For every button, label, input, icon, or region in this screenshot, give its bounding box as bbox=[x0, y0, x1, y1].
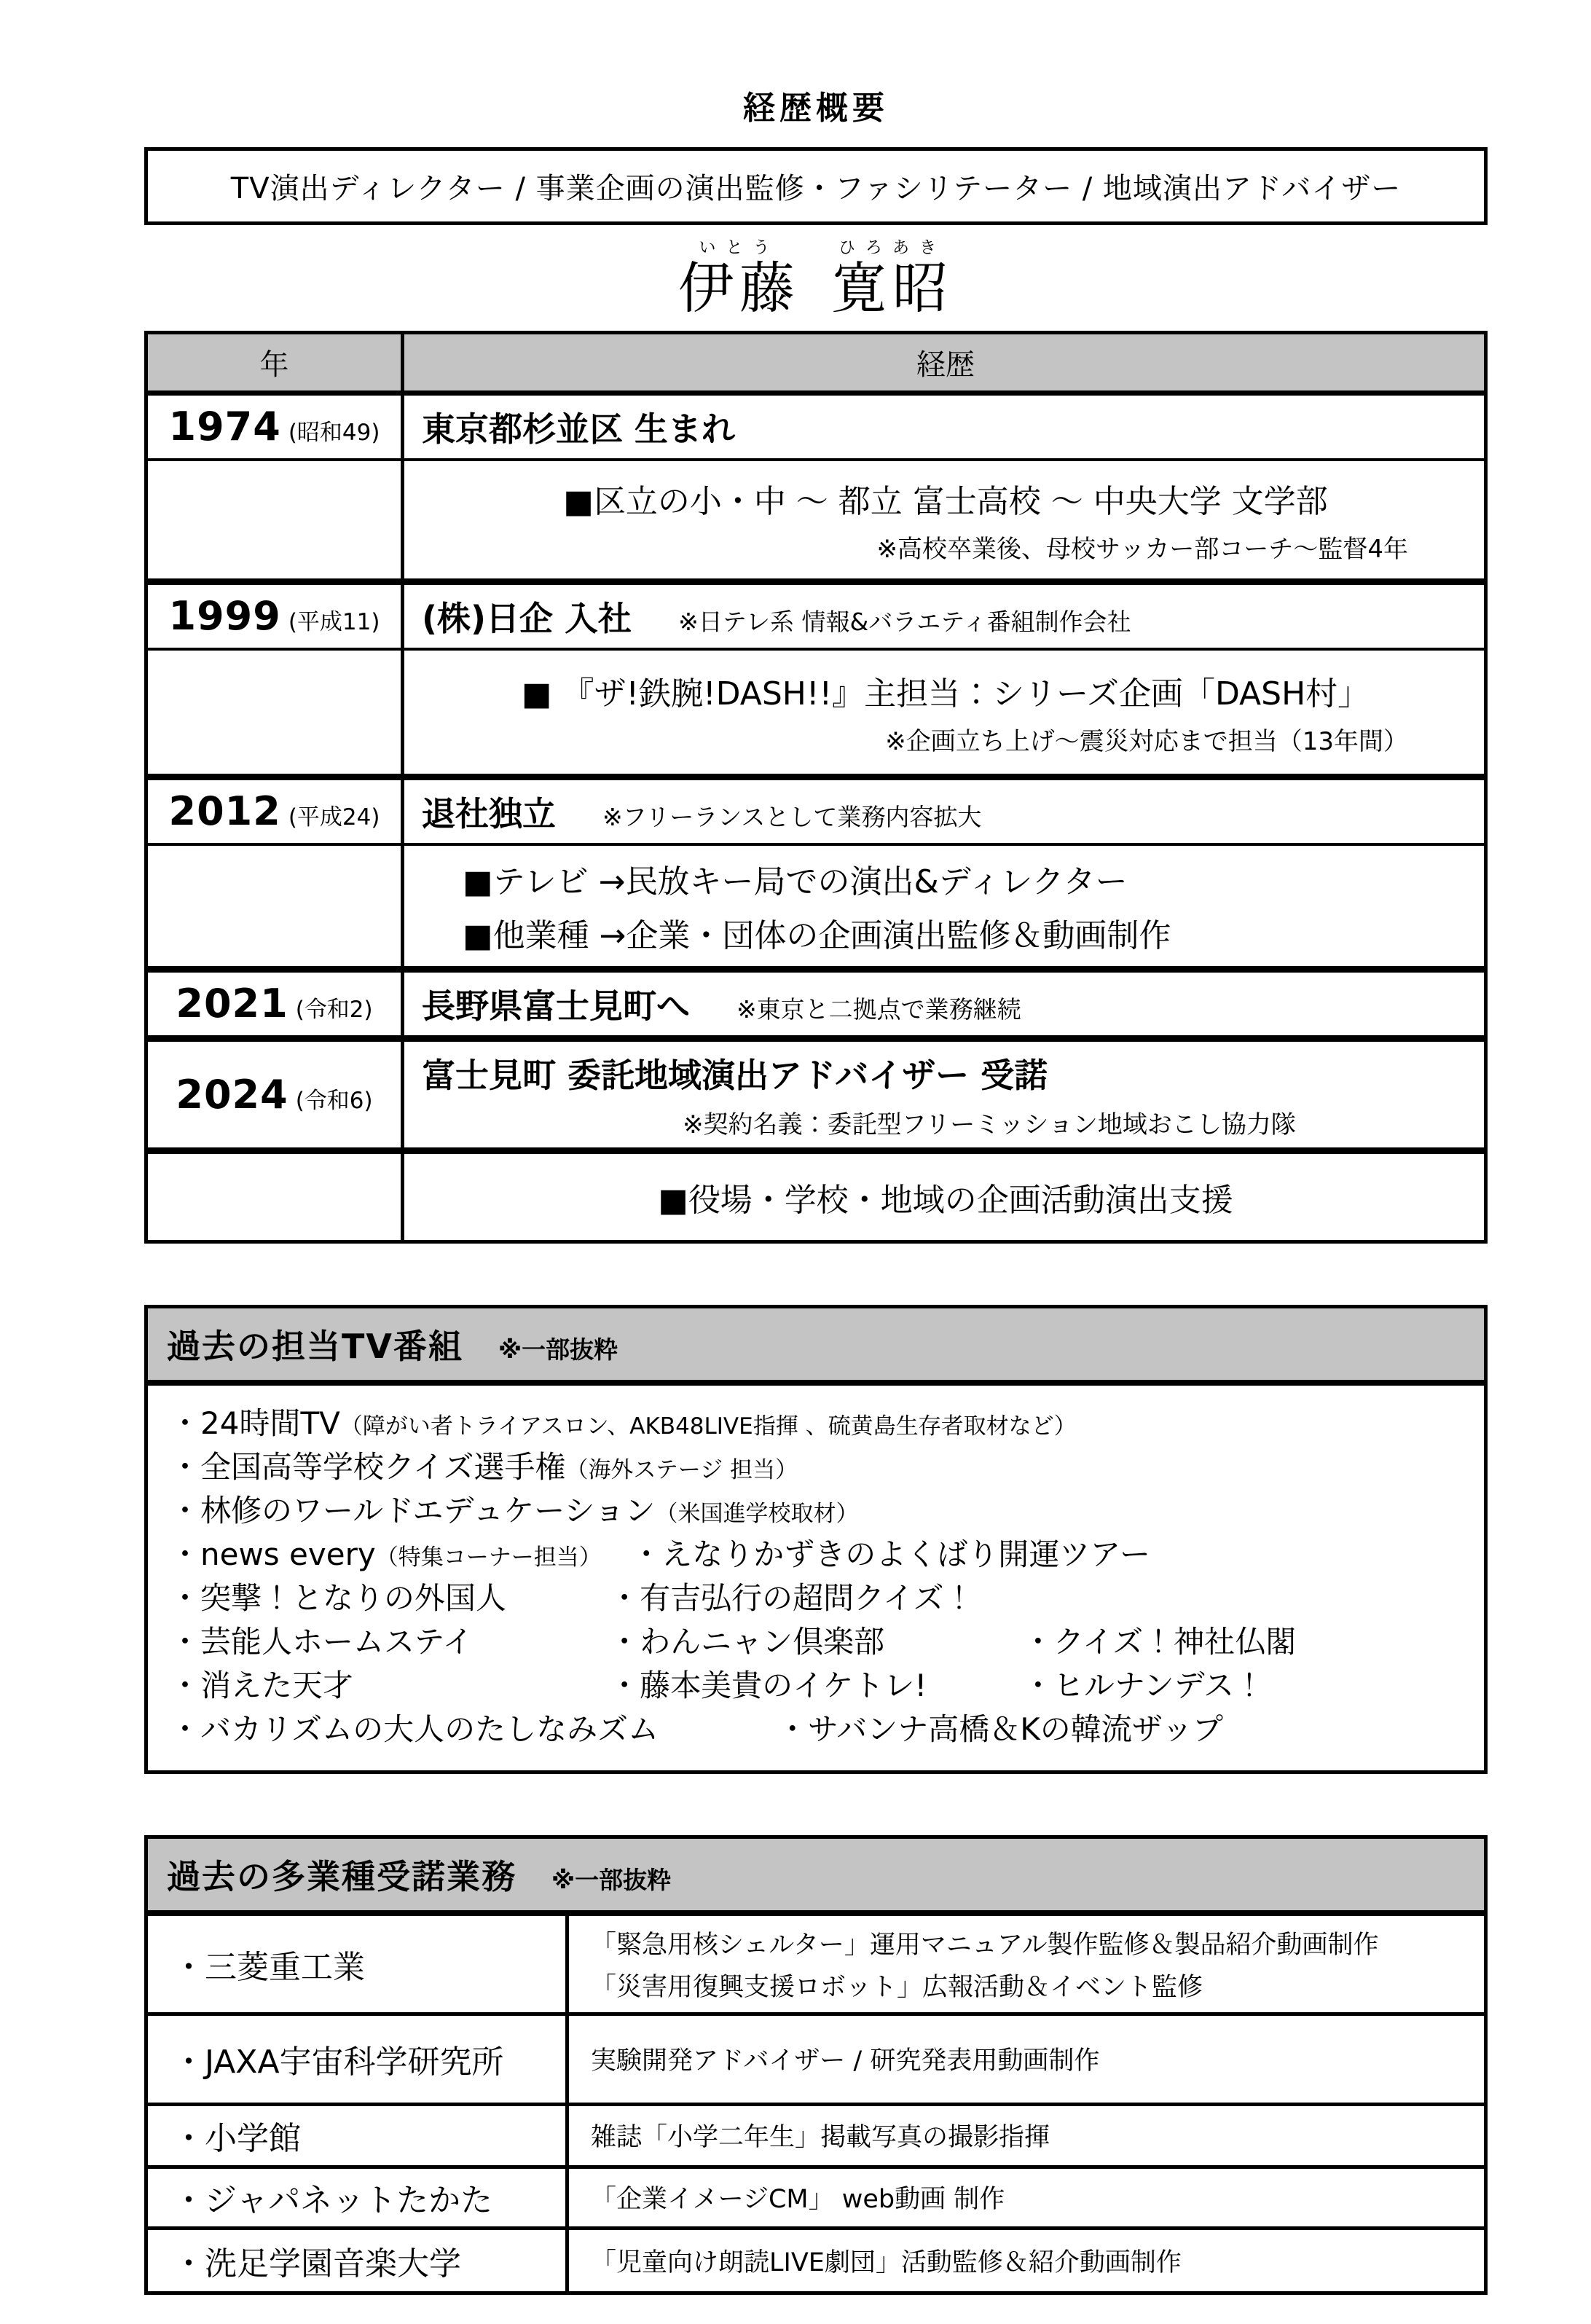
career-line-text: ■区立の小・中 ～ 都立 富士高校 ～ 中央大学 文学部 bbox=[563, 482, 1328, 520]
career-line-note: ※東京と二拠点で業務継続 bbox=[736, 994, 1021, 1024]
career-line bbox=[422, 1104, 1469, 1140]
tv-programs-section bbox=[144, 1305, 1488, 1774]
career-row bbox=[148, 846, 1484, 973]
tv-program-line bbox=[170, 1533, 1462, 1577]
career-row bbox=[148, 1042, 1484, 1154]
tv-program-text: ・わんニャン倶楽部 bbox=[609, 1623, 885, 1660]
tv-program-line bbox=[170, 1620, 1462, 1664]
career-line bbox=[422, 721, 1469, 757]
career-line bbox=[422, 592, 1469, 640]
career-line bbox=[422, 1174, 1469, 1220]
biz-table bbox=[148, 1916, 1484, 2291]
career-row bbox=[148, 1154, 1484, 1240]
tv-program-text: ・林修のワールドエデュケーション bbox=[170, 1492, 656, 1528]
career-line-note: ※日テレ系 情報&バラエティ番組制作会社 bbox=[678, 607, 1131, 636]
biz-work-cell bbox=[569, 2106, 1484, 2165]
career-line bbox=[422, 403, 1469, 451]
career-year-cell bbox=[148, 396, 404, 458]
career-line bbox=[422, 667, 1469, 714]
history-column-header: 経歴 bbox=[916, 348, 975, 382]
career-line-text: ■テレビ →民放キー局での演出&ディレクター bbox=[463, 863, 1128, 901]
career-history-cell bbox=[404, 396, 1484, 458]
career-line-text: ■ 『ザ!鉄腕!DASH!!』主担当：シリーズ企画「DASH村」 bbox=[521, 675, 1370, 712]
career-table bbox=[144, 331, 1488, 1244]
career-line bbox=[422, 980, 1469, 1028]
biz-section-title: 過去の多業種受諾業務 bbox=[167, 1856, 516, 1896]
career-line bbox=[422, 1049, 1469, 1097]
biz-row bbox=[148, 2169, 1484, 2230]
career-year-cell bbox=[148, 1154, 404, 1240]
biz-work-line: 「児童向け朗読LIVE劇団」活動監修＆紹介動画制作 bbox=[591, 2248, 1182, 2277]
given-name-kanji: 寛昭 bbox=[831, 256, 954, 321]
career-line-text: 長野県富士見町へ bbox=[422, 986, 690, 1026]
career-year-cell bbox=[148, 973, 404, 1035]
tv-section-title: 過去の担当TV番組 bbox=[167, 1326, 463, 1366]
tv-program-text: ・24時間TV bbox=[170, 1405, 340, 1441]
biz-section-note: ※一部抜粋 bbox=[551, 1865, 672, 1894]
tv-program-line bbox=[170, 1445, 1462, 1489]
tv-program-line bbox=[170, 1664, 1462, 1708]
career-line bbox=[422, 909, 1469, 956]
role-summary-box bbox=[144, 147, 1488, 225]
tv-program-text: ・バカリズムの大人のたしなみズム bbox=[170, 1711, 659, 1747]
tv-program-line bbox=[170, 1577, 1462, 1620]
career-year-cell bbox=[148, 780, 404, 843]
career-row bbox=[148, 461, 1484, 585]
biz-client-name: ・JAXA宇宙科学研究所 bbox=[148, 2016, 569, 2103]
biz-work-cell bbox=[569, 2230, 1484, 2291]
career-history-cell bbox=[404, 461, 1484, 578]
biz-client-name: ・洗足学園音楽大学 bbox=[148, 2230, 569, 2291]
career-line-text: 東京都杉並区 生まれ bbox=[422, 409, 736, 449]
year-column-header: 年 bbox=[148, 334, 404, 390]
page-title: 経歴概要 bbox=[743, 90, 889, 127]
biz-section-header bbox=[148, 1839, 1484, 1916]
tv-program-text: （障がい者トライアスロン、AKB48LIVE指揮 、硫黄島生存者取材など） bbox=[339, 1413, 1077, 1440]
career-line-note: ※フリーランスとして業務内容拡大 bbox=[602, 802, 982, 831]
career-history-cell bbox=[404, 780, 1484, 843]
tv-section-note: ※一部抜粋 bbox=[498, 1335, 618, 1364]
biz-row bbox=[148, 2106, 1484, 2169]
tv-program-text: ・ヒルナンデス！ bbox=[1022, 1667, 1265, 1703]
tv-program-text: ・突撃！となりの外国人 bbox=[170, 1579, 507, 1616]
tv-program-text: ・芸能人ホームステイ bbox=[170, 1623, 474, 1660]
tv-program-text: （海外ステージ 担当） bbox=[565, 1456, 798, 1483]
family-name-furigana: いとう bbox=[699, 238, 780, 257]
biz-work-line: 実験開発アドバイザー / 研究発表用動画制作 bbox=[591, 2046, 1100, 2076]
career-row bbox=[148, 780, 1484, 846]
career-history-cell bbox=[404, 651, 1484, 774]
career-line-text: 退社独立 bbox=[422, 793, 556, 833]
tv-program-line bbox=[170, 1402, 1462, 1445]
career-row bbox=[148, 585, 1484, 651]
career-history-cell bbox=[404, 585, 1484, 648]
year-value: 2024 bbox=[176, 1071, 288, 1118]
biz-client-name: ・小学館 bbox=[148, 2106, 569, 2165]
biz-client-name: ・三菱重工業 bbox=[148, 1916, 569, 2012]
biz-work-cell bbox=[569, 2016, 1484, 2103]
career-line bbox=[422, 788, 1469, 836]
tv-program-text: ・全国高等学校クイズ選手権 bbox=[170, 1448, 566, 1485]
era-value: (平成11) bbox=[288, 609, 380, 636]
role-summary-text: TV演出ディレクター / 事業企画の演出監修・ファシリテーター / 地域演出アドバイザー bbox=[230, 172, 1402, 205]
career-line bbox=[422, 529, 1469, 565]
tv-program-text: （特集コーナー担当） bbox=[375, 1544, 591, 1571]
tv-program-text: ・有吉弘行の超問クイズ！ bbox=[609, 1579, 975, 1616]
career-line bbox=[422, 855, 1469, 902]
career-line bbox=[422, 475, 1469, 522]
name-block bbox=[144, 234, 1488, 319]
career-table-rows bbox=[148, 396, 1484, 1240]
career-table-header bbox=[148, 334, 1484, 396]
career-year-cell bbox=[148, 1042, 404, 1147]
career-line-text: ※契約名義：委託型フリーミッション地域おこし協力隊 bbox=[683, 1110, 1296, 1139]
tv-program-text: ・サバンナ高橋＆Kの韓流ザップ bbox=[777, 1711, 1223, 1747]
year-value: 2012 bbox=[168, 788, 281, 835]
era-value: (平成24) bbox=[288, 804, 380, 831]
given-name bbox=[831, 234, 954, 319]
year-value: 2021 bbox=[176, 981, 288, 1027]
tv-program-text: ・news every bbox=[170, 1536, 376, 1572]
career-line-text: ※高校卒業後、母校サッカー部コーチ～監督4年 bbox=[876, 534, 1408, 564]
career-history-cell bbox=[404, 973, 1484, 1035]
career-history-cell bbox=[404, 846, 1484, 966]
career-line-text: (株)日企 入社 bbox=[422, 598, 632, 638]
career-year-cell bbox=[148, 651, 404, 774]
career-line-text: ■他業種 →企業・団体の企画演出監修＆動画制作 bbox=[463, 917, 1171, 955]
biz-row bbox=[148, 2230, 1484, 2291]
tv-program-line bbox=[170, 1489, 1462, 1533]
career-history-cell bbox=[404, 1154, 1484, 1240]
tv-program-line bbox=[170, 1708, 1462, 1751]
career-year-cell bbox=[148, 585, 404, 648]
biz-row bbox=[148, 1916, 1484, 2016]
career-row bbox=[148, 651, 1484, 780]
year-value: 1974 bbox=[168, 404, 281, 450]
family-name-kanji: 伊藤 bbox=[678, 256, 801, 321]
tv-program-text: ・クイズ！神社仏閣 bbox=[1022, 1623, 1297, 1660]
client-work-section bbox=[144, 1835, 1488, 2295]
biz-work-line: 「災害用復興支援ロボット」広報活動＆イベント監修 bbox=[591, 1972, 1203, 2002]
biz-work-line: 「緊急用核シェルター」運用マニュアル製作監修＆製品紹介動画制作 bbox=[591, 1930, 1379, 1960]
family-name bbox=[678, 234, 801, 319]
biz-row bbox=[148, 2016, 1484, 2106]
career-line-text: 富士見町 委託地域演出アドバイザー 受諾 bbox=[422, 1055, 1048, 1095]
tv-program-text: ・えなりかずきのよくばり開運ツアー bbox=[631, 1536, 1150, 1572]
tv-program-text: （米国進学校取材） bbox=[655, 1500, 859, 1527]
career-year-cell bbox=[148, 461, 404, 578]
tv-programs-list bbox=[148, 1386, 1484, 1770]
era-value: (令和6) bbox=[295, 1087, 373, 1114]
tv-section-header bbox=[148, 1308, 1484, 1386]
career-history-cell bbox=[404, 1042, 1484, 1147]
era-value: (令和2) bbox=[295, 997, 373, 1024]
given-name-furigana: ひろあき bbox=[838, 238, 946, 257]
career-row bbox=[148, 973, 1484, 1042]
year-value: 1999 bbox=[168, 593, 281, 640]
biz-work-line: 「企業イメージCM」 web動画 制作 bbox=[591, 2185, 1005, 2215]
biz-client-name: ・ジャパネットたかた bbox=[148, 2169, 569, 2226]
era-value: (昭和49) bbox=[288, 420, 380, 447]
career-line-text: ■役場・学校・地域の企画活動演出支援 bbox=[658, 1181, 1233, 1219]
career-row bbox=[148, 396, 1484, 461]
career-line-text: ※企画立ち上げ～震災対応まで担当（13年間） bbox=[885, 726, 1408, 756]
biz-work-cell bbox=[569, 1916, 1484, 2012]
biz-work-line: 雑誌「小学二年生」掲載写真の撮影指揮 bbox=[591, 2123, 1050, 2153]
tv-program-text: ・藤本美貴のイケトレ! bbox=[609, 1667, 927, 1703]
biz-work-cell bbox=[569, 2169, 1484, 2226]
tv-program-text: ・消えた天才 bbox=[170, 1667, 354, 1703]
career-year-cell bbox=[148, 846, 404, 966]
